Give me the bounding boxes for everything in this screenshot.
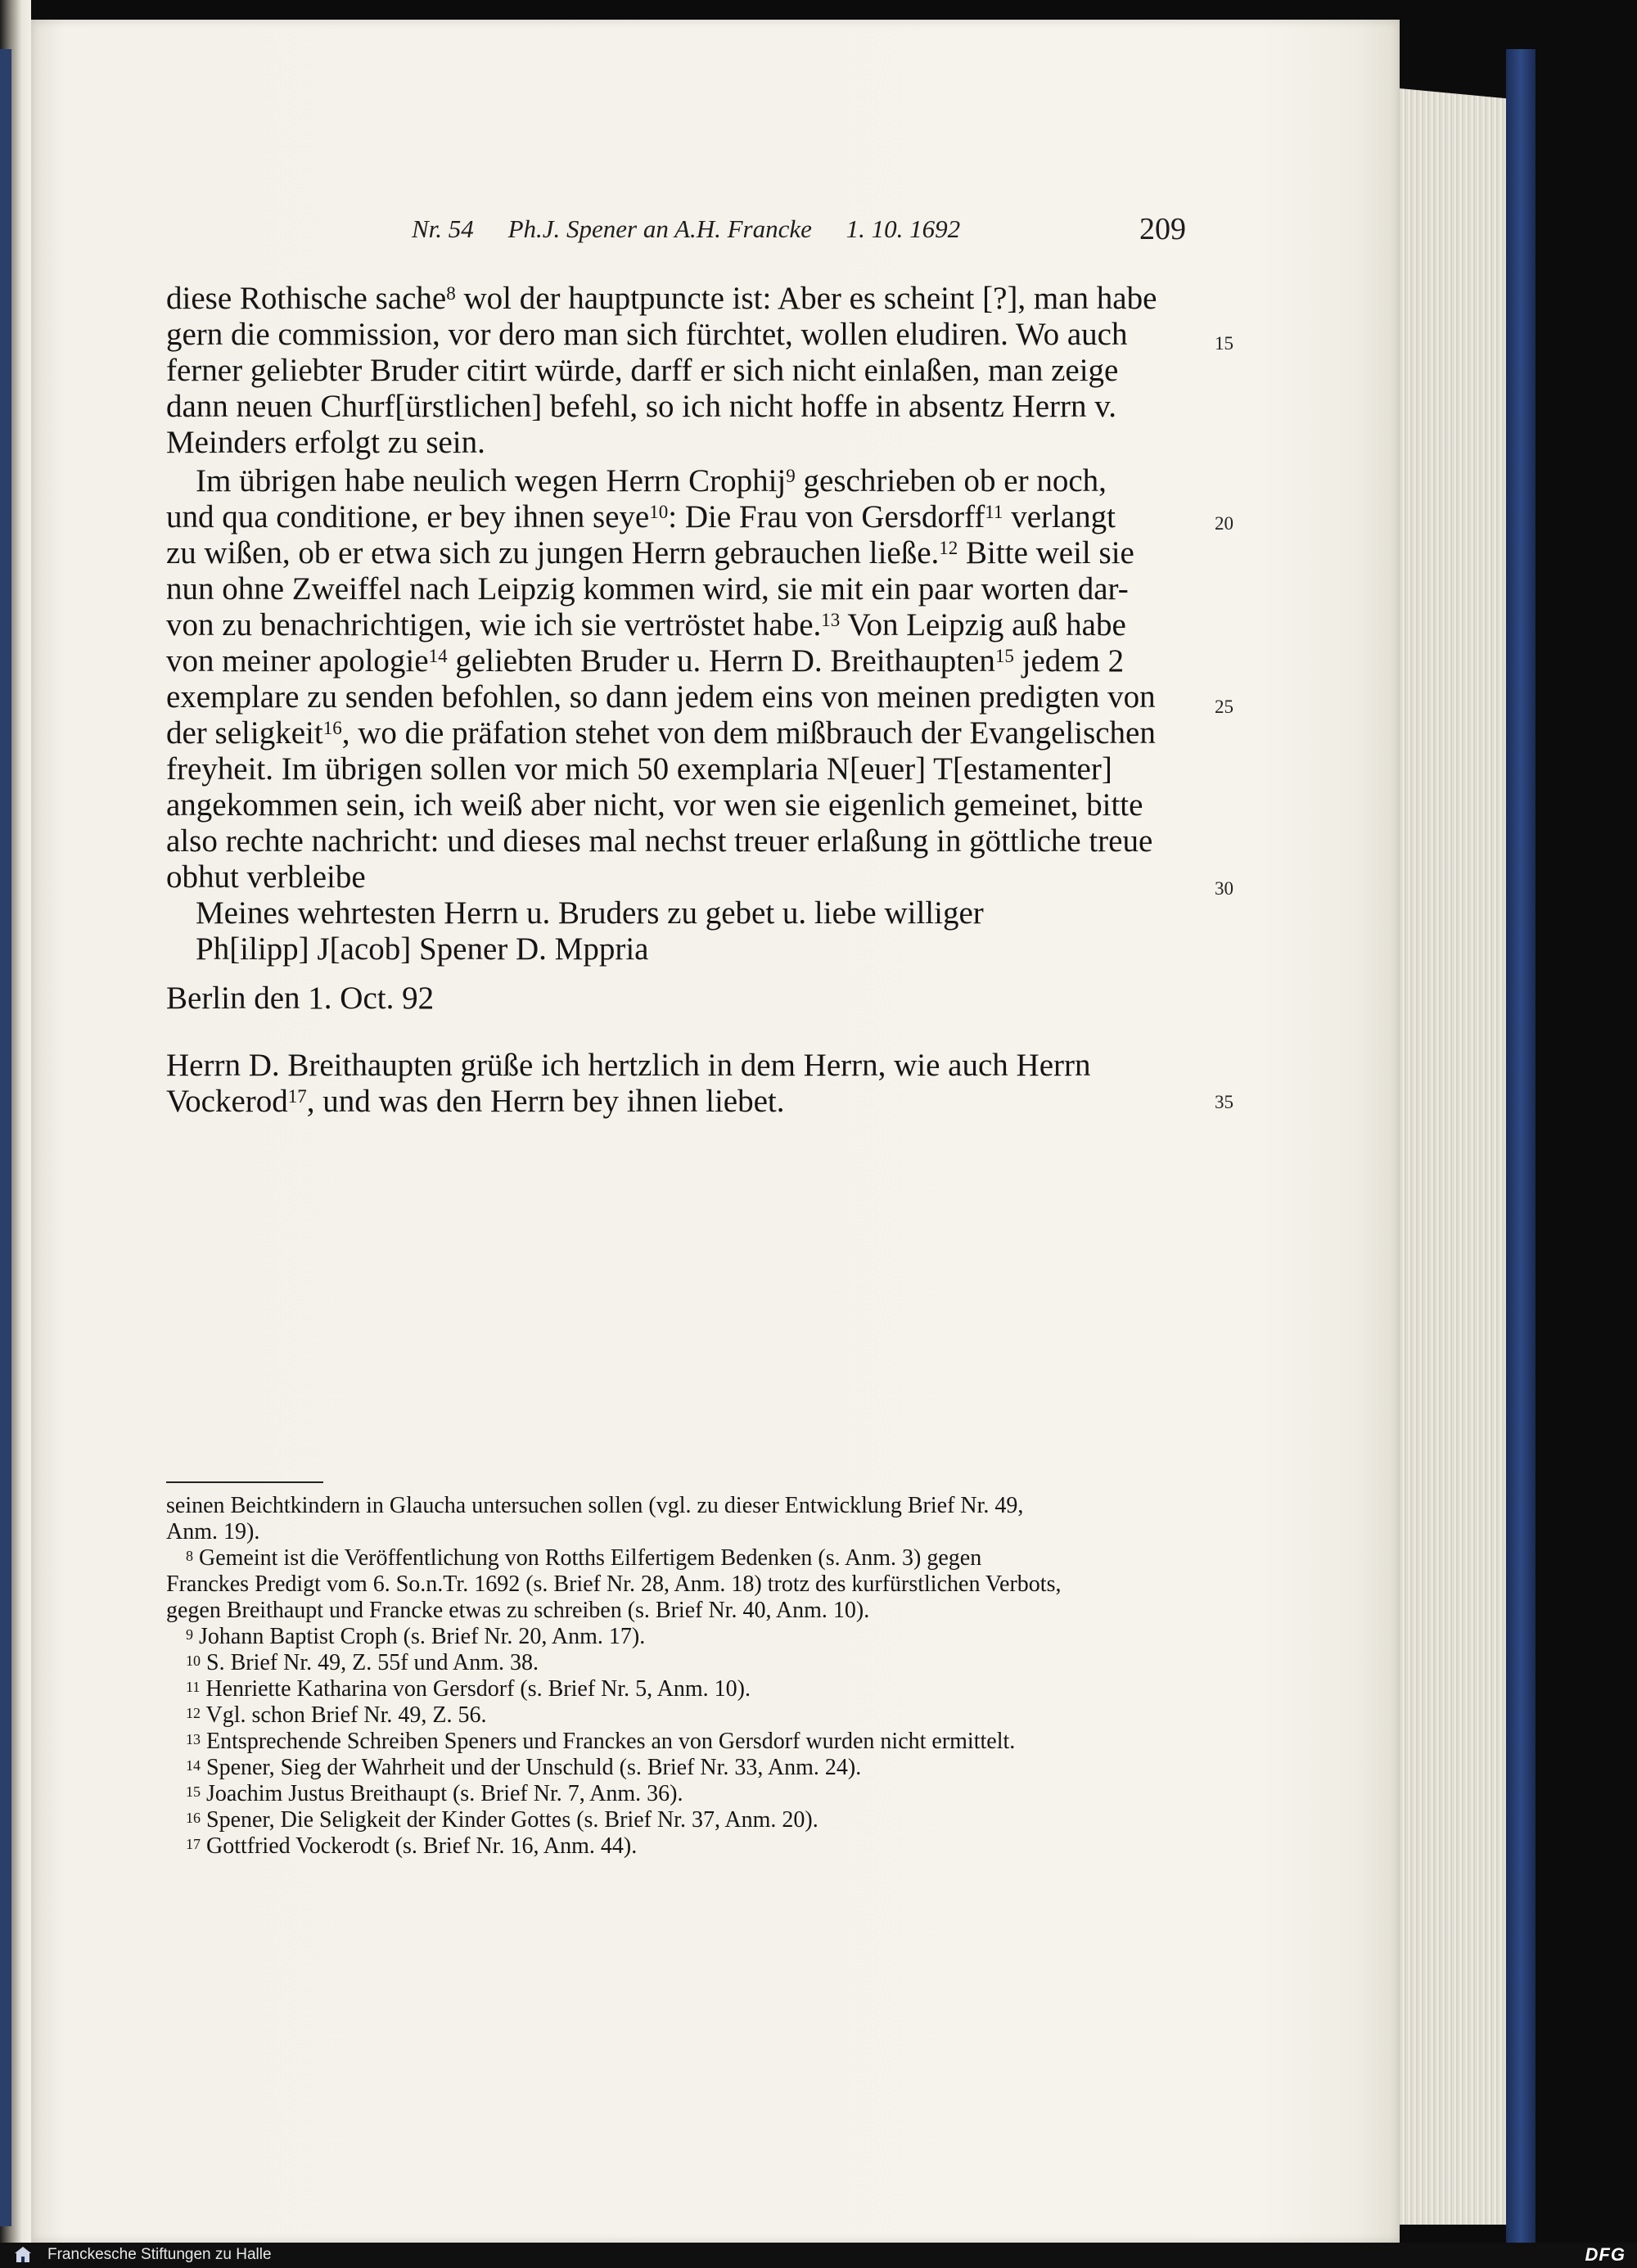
footnote-reference: 13: [821, 610, 841, 630]
footnote-line: [166, 1598, 869, 1624]
body-text: also rechte nachricht: und dieses mal nechst treuer erlaßung in göttliche treue: [166, 823, 1153, 859]
body-line: [166, 751, 1112, 787]
footnote-reference: 12: [186, 1705, 201, 1721]
body-text: und qua conditione, er bey ihnen seye: [166, 499, 650, 534]
footnote-text: Franckes Predigt vom 6. So.n.Tr. 1692 (s. Brief Nr. 28, Anm. 18) trotz des kurfürstlichen Verbots,: [166, 1571, 1062, 1597]
body-text: Ph[ilipp] J[acob] Spener D. Mppria: [196, 931, 649, 967]
body-text: geliebten Bruder u. Herrn D. Breithaupten: [447, 643, 995, 679]
footnote-text: Spener, Sieg der Wahrheit und der Unschuld (s. Brief Nr. 33, Anm. 24).: [201, 1755, 862, 1780]
body-line: [166, 425, 485, 461]
body-text: obhut verbleibe: [166, 859, 366, 895]
body-line: [166, 715, 1156, 751]
margin-line-number: 20: [1215, 513, 1233, 534]
footnote-line: [186, 1702, 486, 1729]
footnote-text: Anm. 19).: [166, 1519, 260, 1544]
footnote-reference: 17: [287, 1086, 307, 1107]
correspondents: Ph.J. Spener an A.H. Francke: [507, 214, 812, 243]
letter-number: Nr. 54: [412, 214, 474, 243]
institution-label: Franckesche Stiftungen zu Halle: [47, 2246, 272, 2263]
footnote-line: [186, 1781, 683, 1807]
footnote-line: [186, 1729, 1015, 1755]
body-line: [166, 353, 1118, 389]
margin-line-number: 25: [1215, 697, 1233, 717]
body-text: , wo die präfation stehet von dem mißbrauch der Evangelischen: [341, 715, 1156, 751]
footnote-text: S. Brief Nr. 49, Z. 55f und Anm. 38.: [201, 1650, 539, 1675]
body-text: wol der hauptpuncte ist: Aber es scheint [?], man habe: [455, 281, 1157, 316]
body-text: von meiner apologie: [166, 643, 429, 679]
body-text: der seligkeit: [166, 715, 323, 751]
body-text: Meinders erfolgt zu sein.: [166, 425, 485, 460]
footnote-reference: 16: [186, 1810, 201, 1826]
footnote-rule: [166, 1481, 323, 1483]
right-book-cover: [1506, 49, 1536, 2243]
footnote-reference: 17: [186, 1836, 201, 1852]
body-text: Meines wehrtesten Herrn u. Bruders zu gebet u. liebe williger: [196, 895, 984, 931]
page-stack-edges: [1390, 88, 1513, 2225]
footnote-text: Vgl. schon Brief Nr. 49, Z. 56.: [201, 1702, 487, 1728]
margin-line-number: 35: [1215, 1092, 1233, 1112]
footnote-reference: 11: [186, 1679, 201, 1695]
body-text: Vockerod: [166, 1084, 288, 1119]
footnote-text: seinen Beichtkindern in Glaucha untersuchen sollen (vgl. zu dieser Entwicklung Brief Nr. 49,: [166, 1493, 1024, 1518]
body-text: : Die Frau von Gersdorff: [668, 499, 985, 534]
footnote-text: Gottfried Vockerodt (s. Brief Nr. 16, Anm. 44).: [201, 1833, 638, 1859]
footnote-text: Johann Baptist Croph (s. Brief Nr. 20, Anm. 17).: [193, 1624, 646, 1649]
body-line: [166, 281, 1157, 317]
footnote-line: [186, 1676, 751, 1702]
footnote-reference: 15: [186, 1783, 201, 1800]
margin-line-number: 15: [1215, 333, 1233, 354]
body-line: [166, 823, 1152, 859]
body-line: [166, 981, 434, 1017]
footnote-reference: 14: [428, 646, 448, 666]
body-text: gern die commission, vor dero man sich fürchtet, wollen eludiren. Wo auch: [166, 317, 1128, 352]
footnote-text: Joachim Justus Breithaupt (s. Brief Nr. 7, Anm. 36).: [201, 1781, 683, 1806]
margin-line-number: 30: [1215, 878, 1233, 899]
footnote-text: Entsprechende Schreiben Speners und Franckes an von Gersdorf wurden nicht ermittelt.: [201, 1729, 1016, 1754]
footnote-reference: 14: [186, 1757, 201, 1774]
body-line: [166, 787, 1143, 823]
letter-date: 1. 10. 1692: [846, 214, 961, 243]
footnote-line: [166, 1519, 259, 1545]
footnote-reference: 13: [186, 1731, 201, 1747]
body-text: nun ohne Zweiffel nach Leipzig kommen wird, sie mit ein paar worten dar-: [166, 571, 1129, 606]
franckesche-stiftungen-logo-icon: [13, 2245, 33, 2265]
body-line: [166, 679, 1156, 715]
body-text: exemplare zu senden befohlen, so dann jedem eins von meinen predigten von: [166, 679, 1156, 715]
body-line: [196, 931, 648, 967]
footnote-line: [186, 1833, 637, 1860]
footnote-reference: 10: [649, 502, 669, 522]
body-line: [166, 535, 1134, 571]
footnote-reference: 8: [446, 283, 456, 304]
body-text: freyheit. Im übrigen sollen vor mich 50 exemplaria N[euer] T[estamenter]: [166, 751, 1112, 787]
body-line: [166, 607, 1126, 643]
footnote-reference: 12: [939, 538, 958, 558]
body-text: diese Rothische sache: [166, 281, 447, 316]
body-line: [166, 859, 366, 895]
footnote-line: [186, 1624, 645, 1650]
body-line: [166, 571, 1129, 607]
footnote-reference: 8: [186, 1548, 193, 1564]
body-text: ferner geliebter Bruder citirt würde, darff er sich nicht einlaßen, man zeige: [166, 353, 1119, 388]
body-text: Bitte weil sie: [958, 535, 1134, 570]
body-line: [166, 389, 1116, 425]
body-text: von zu benachrichtigen, wie ich sie vertröstet habe.: [166, 607, 822, 643]
footnote-reference: 9: [786, 466, 796, 486]
footnote-text: Spener, Die Seligkeit der Kinder Gottes (s. Brief Nr. 37, Anm. 20).: [201, 1807, 818, 1833]
footnote-line: [166, 1571, 1061, 1598]
footnote-line: [186, 1545, 981, 1571]
body-text: , und was den Herrn bey ihnen liebet.: [306, 1084, 785, 1119]
footnote-line: [186, 1650, 539, 1676]
body-line: [196, 463, 1107, 499]
body-line: [166, 1048, 1090, 1084]
footnote-line: [186, 1755, 861, 1781]
body-line: [166, 317, 1128, 353]
body-text: dann neuen Churf[ürstlichen] befehl, so ich nicht hoffe in absentz Herrn v.: [166, 389, 1116, 424]
body-text: jedem 2: [1013, 643, 1125, 679]
body-text: Im übrigen habe neulich wegen Herrn Crophij: [196, 463, 787, 498]
body-text: Von Leipzig auß habe: [840, 607, 1126, 643]
body-text: verlangt: [1003, 499, 1116, 534]
body-line: [196, 895, 984, 931]
footnote-line: [166, 1493, 1023, 1519]
footnote-reference: 15: [994, 646, 1014, 666]
body-text: Herrn D. Breithaupten grüße ich hertzlich in dem Herrn, wie auch Herrn: [166, 1048, 1091, 1083]
body-line: [166, 1084, 785, 1120]
footnote-text: gegen Breithaupt und Francke etwas zu schreiben (s. Brief Nr. 40, Anm. 10).: [166, 1598, 870, 1623]
body-text: angekommen sein, ich weiß aber nicht, vor wen sie eigenlich gemeinet, bitte: [166, 787, 1143, 823]
left-book-cover: [0, 49, 11, 2226]
footnote-line: [186, 1807, 818, 1833]
footnote-reference: 9: [186, 1626, 193, 1643]
body-text: Berlin den 1. Oct. 92: [166, 981, 435, 1016]
page-number: 209: [1139, 212, 1186, 246]
footnote-text: Gemeint ist die Veröffentlichung von Rotths Eilfertigem Bedenken (s. Anm. 3) gegen: [193, 1545, 982, 1571]
body-text: zu wißen, ob er etwa sich zu jungen Herrn gebrauchen ließe.: [166, 535, 940, 570]
running-header: [412, 214, 988, 244]
dfg-logo: DFG: [1585, 2244, 1626, 2265]
body-text: geschrieben ob er noch,: [795, 463, 1107, 498]
footnote-reference: 10: [186, 1653, 201, 1669]
body-line: [166, 643, 1124, 679]
body-line: [166, 499, 1116, 535]
footnote-reference: 11: [985, 502, 1003, 522]
footnote-text: Henriette Katharina von Gersdorf (s. Brief Nr. 5, Anm. 10).: [200, 1676, 751, 1702]
footnote-reference: 16: [322, 718, 342, 738]
